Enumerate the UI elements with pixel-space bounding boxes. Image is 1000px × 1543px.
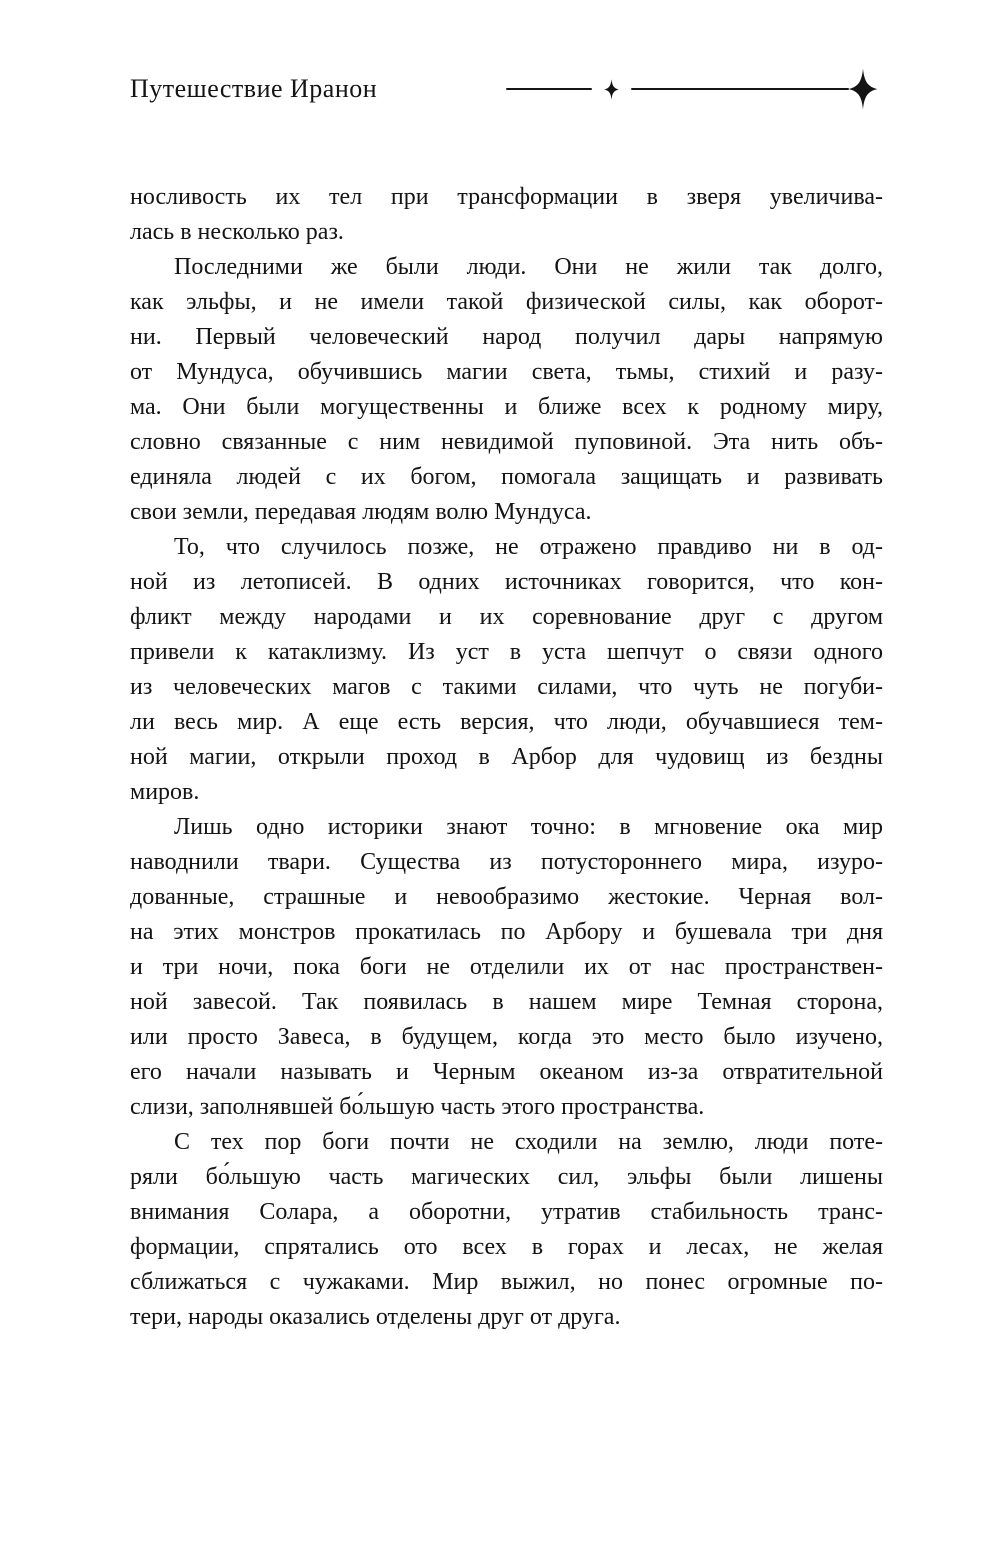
four-pointed-star-icon (846, 66, 880, 112)
paragraph (130, 530, 883, 810)
running-title: Путешествие Иранон (130, 74, 378, 103)
text-line: привели к катаклизму. Из уст в уста шепчут о связи одного (130, 639, 883, 665)
text-line: от Мундуса, обучившись магии света, тьмы, стихий и разу- (130, 359, 883, 385)
paragraph (130, 180, 883, 250)
divider-rule-long (631, 88, 849, 90)
text-line: из человеческих магов с такими силами, что чуть не погуби- (130, 674, 883, 700)
text-line: и три ночи, пока боги не отделили их от нас пространствен- (130, 954, 883, 980)
text-line: слизи, заполнявшей бо́льшую часть этого пространства. (130, 1094, 705, 1120)
text-line: Лишь одно историки знают точно: в мгновение ока мир (174, 814, 883, 840)
text-line: формации, спрятались ото всех в горах и лесах, не желая (130, 1234, 883, 1260)
divider-rule-short (506, 88, 592, 90)
text-line: словно связанные с ним невидимой пуповиной. Эта нить объ- (130, 429, 883, 455)
header-divider (506, 72, 880, 106)
text-line: Последними же были люди. Они не жили так долго, (174, 254, 883, 280)
paragraph (130, 810, 883, 1125)
page-header (130, 72, 880, 106)
text-line: ма. Они были могущественны и ближе всех к родному миру, (130, 394, 883, 420)
text-line: свои земли, передавая людям волю Мундуса. (130, 499, 592, 525)
text-line: С тех пор боги почти не сходили на землю, люди поте- (174, 1129, 883, 1155)
text-line: ни. Первый человеческий народ получил дары напрямую (130, 324, 883, 350)
paragraph (130, 1125, 883, 1335)
text-line: на этих монстров прокатилась по Арбору и бушевала три дня (130, 919, 883, 945)
paragraph (130, 250, 883, 530)
text-line: ряли бо́льшую часть магических сил, эльфы были лишены (130, 1164, 883, 1190)
text-line: или просто Завеса, в будущем, когда это место было изучено, (130, 1024, 883, 1050)
text-line: ной завесой. Так появилась в нашем мире Темная сторона, (130, 989, 883, 1015)
text-line: внимания Солара, а оборотни, утратив стабильность транс- (130, 1199, 883, 1225)
text-line: ли весь мир. А еще есть версия, что люди, обучавшиеся тем- (130, 709, 883, 735)
text-line: фликт между народами и их соревнование друг с другом (130, 604, 883, 630)
text-line: ной магии, открыли проход в Арбор для чудовищ из бездны (130, 744, 883, 770)
text-line: тери, народы оказались отделены друг от друга. (130, 1304, 621, 1330)
four-pointed-star-icon (603, 78, 620, 101)
text-line: его начали называть и Черным океаном из-за отвратительной (130, 1059, 883, 1085)
text-line: носливость их тел при трансформации в зверя увеличива- (130, 184, 883, 210)
text-line: лась в несколько раз. (130, 219, 344, 245)
text-line: То, что случилось позже, не отражено правдиво ни в од- (174, 534, 883, 560)
body-text (130, 180, 883, 1335)
text-line: миров. (130, 779, 200, 805)
text-line: сближаться с чужаками. Мир выжил, но понес огромные по- (130, 1269, 883, 1295)
text-line: как эльфы, и не имели такой физической силы, как оборот- (130, 289, 883, 315)
text-line: дованные, страшные и невообразимо жестокие. Черная вол- (130, 884, 883, 910)
text-line: наводнили твари. Существа из потустороннего мира, изуро- (130, 849, 883, 875)
text-line: единяла людей с их богом, помогала защищать и развивать (130, 464, 883, 490)
text-line: ной из летописей. В одних источниках говорится, что кон- (130, 569, 883, 595)
